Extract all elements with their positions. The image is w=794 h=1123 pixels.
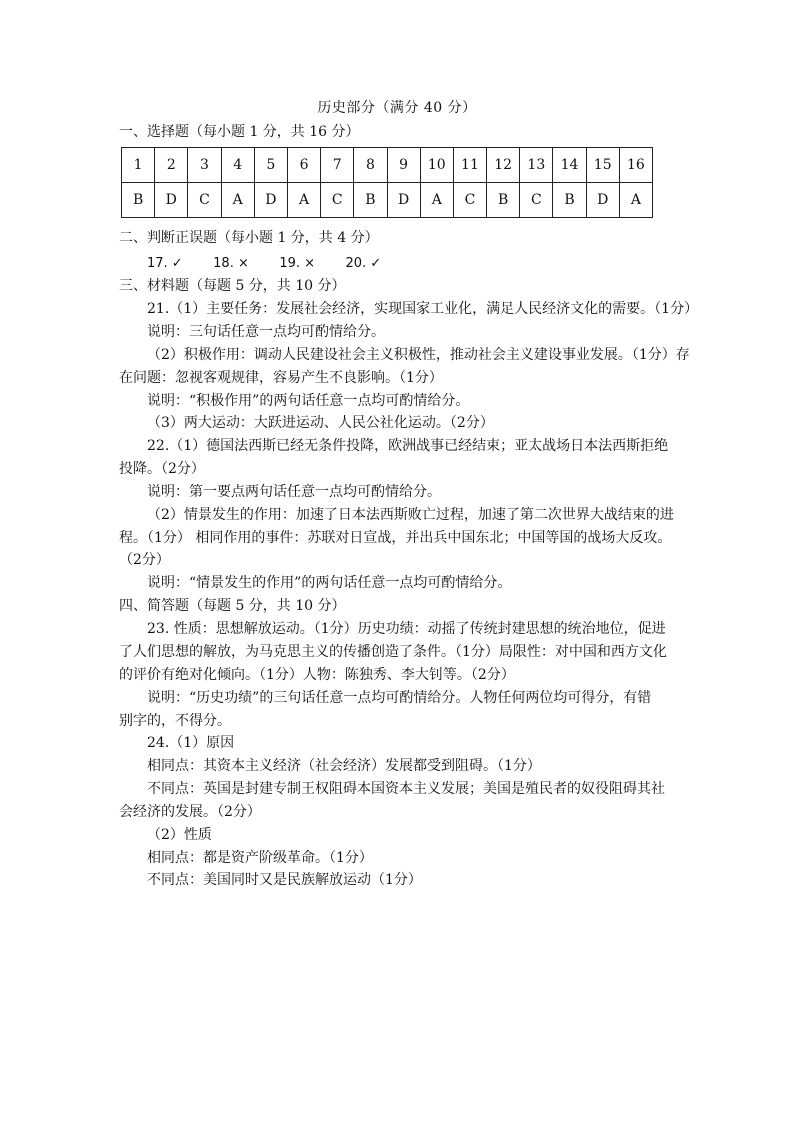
- answer-cell: A: [420, 183, 453, 218]
- answer-cell: C: [188, 183, 221, 218]
- question-number: 10: [420, 148, 453, 183]
- question-number: 13: [520, 148, 553, 183]
- q24-part2: （2）性质: [147, 827, 212, 843]
- q22-part2-line1: （2）情景发生的作用：加速了日本法西斯败亡过程，加速了第二次世界大战结束的进: [147, 507, 674, 523]
- question-number: 14: [553, 148, 586, 183]
- judgement-item: 18. ×: [213, 256, 249, 271]
- question-number: 3: [188, 148, 221, 183]
- page-title: 历史部分（满分 40 分）: [317, 100, 477, 116]
- q23-line1: 23. 性质：思想解放运动。（1分）历史功绩：动摇了传统封建思想的统治地位，促进: [147, 621, 666, 637]
- q23-line2: 了人们思想的解放，为马克思主义的传播创造了条件。（1分）局限性：对中国和西方文化: [119, 644, 667, 660]
- q22-part2-line3: （2分）: [119, 552, 170, 568]
- judgement-item: 19. ×: [279, 256, 316, 271]
- q22-part1-line1: 22.（1）德国法西斯已经无条件投降，欧洲战事已经结束；亚太战场日本法西斯拒绝: [147, 438, 669, 454]
- section-2-heading: 二、判断正误题（每小题 1 分，共 4 分）: [119, 230, 379, 246]
- answer-cell: D: [155, 183, 188, 218]
- answer-cell: D: [586, 183, 619, 218]
- answer-cell: C: [520, 183, 553, 218]
- answer-cell: B: [354, 183, 387, 218]
- answer-cell: D: [254, 183, 287, 218]
- question-number: 15: [586, 148, 619, 183]
- q21-part2-line1: （2）积极作用：调动人民建设社会主义积极性，推动社会主义建设事业发展。（1分）存: [147, 347, 690, 363]
- answer-cell: B: [122, 183, 155, 218]
- section-4-heading: 四、简答题（每题 5 分，共 10 分）: [119, 598, 346, 614]
- q24-heading: 24.（1）原因: [147, 735, 235, 751]
- answer-cell: D: [387, 183, 420, 218]
- q23-note-line1: 说明：“历史功绩”的三句话任意一点均可酌情给分。人物任何两位均可得分，有错: [147, 690, 652, 706]
- judgement-item: 17. ✓: [147, 256, 183, 271]
- answer-cell: C: [321, 183, 354, 218]
- answer-cell: A: [619, 183, 652, 218]
- q22-part1-line2: 投降。（2分）: [119, 461, 205, 477]
- q22-note2: 说明：“情景发生的作用”的两句话任意一点均可酌情给分。: [147, 575, 512, 591]
- question-number: 6: [287, 148, 320, 183]
- question-number: 1: [122, 148, 155, 183]
- answer-table: [121, 147, 653, 218]
- q22-part2-line2: 程。（1分） 相同作用的事件：苏联对日宣战，并出兵中国东北；中国等国的战场大反攻。: [119, 530, 672, 546]
- question-number: 2: [155, 148, 188, 183]
- q24-same-1: 相同点：其资本主义经济（社会经济）发展都受到阻碍。（1分）: [147, 758, 541, 774]
- answer-cell: A: [287, 183, 320, 218]
- q21-part3: （3）两大运动：大跃进运动、人民公社化运动。（2分）: [147, 415, 494, 431]
- question-number: 11: [453, 148, 486, 183]
- question-number: 7: [321, 148, 354, 183]
- judgement-answers: [147, 252, 381, 275]
- q24-same-2: 相同点：都是资产阶级革命。（1分）: [147, 850, 373, 866]
- q24-diff-1-line1: 不同点：英国是封建专制王权阻碍本国资本主义发展；美国是殖民者的奴役阻碍其社: [147, 781, 665, 797]
- answer-cell: C: [453, 183, 486, 218]
- section-3-heading: 三、材料题（每题 5 分，共 10 分）: [119, 278, 346, 294]
- q23-line3: 的评价有绝对化倾向。（1分）人物：陈独秀、李大钊等。（2分）: [119, 667, 515, 683]
- question-number: 4: [221, 148, 254, 183]
- q21-part2-line2: 在问题：忽视客观规律，容易产生不良影响。（1分）: [119, 370, 443, 386]
- answer-table-answer-row: [122, 183, 653, 218]
- q23-note-line2: 别字的，不得分。: [119, 713, 231, 729]
- question-number: 5: [254, 148, 287, 183]
- question-number: 8: [354, 148, 387, 183]
- question-number: 16: [619, 148, 652, 183]
- answer-cell: B: [487, 183, 520, 218]
- q21-note2: 说明：“积极作用”的两句话任意一点均可酌情给分。: [147, 393, 470, 409]
- question-number: 12: [487, 148, 520, 183]
- q22-note1: 说明：第一要点两句话任意一点均可酌情给分。: [147, 484, 441, 500]
- q21-part1: 21.（1）主要任务：发展社会经济，实现国家工业化，满足人民经济文化的需要。（1分）: [147, 301, 699, 317]
- answer-cell: A: [221, 183, 254, 218]
- q21-note1: 说明：三句话任意一点均可酌情给分。: [147, 324, 385, 340]
- q24-diff-1-line2: 会经济的发展。（2分）: [119, 804, 261, 820]
- section-1-heading: 一、选择题（每小题 1 分，共 16 分）: [119, 124, 360, 140]
- judgement-item: 20. ✓: [345, 256, 382, 271]
- answer-table-number-row: [122, 148, 653, 183]
- answer-cell: B: [553, 183, 586, 218]
- q24-diff-2: 不同点：美国同时又是民族解放运动（1分）: [147, 872, 422, 888]
- question-number: 9: [387, 148, 420, 183]
